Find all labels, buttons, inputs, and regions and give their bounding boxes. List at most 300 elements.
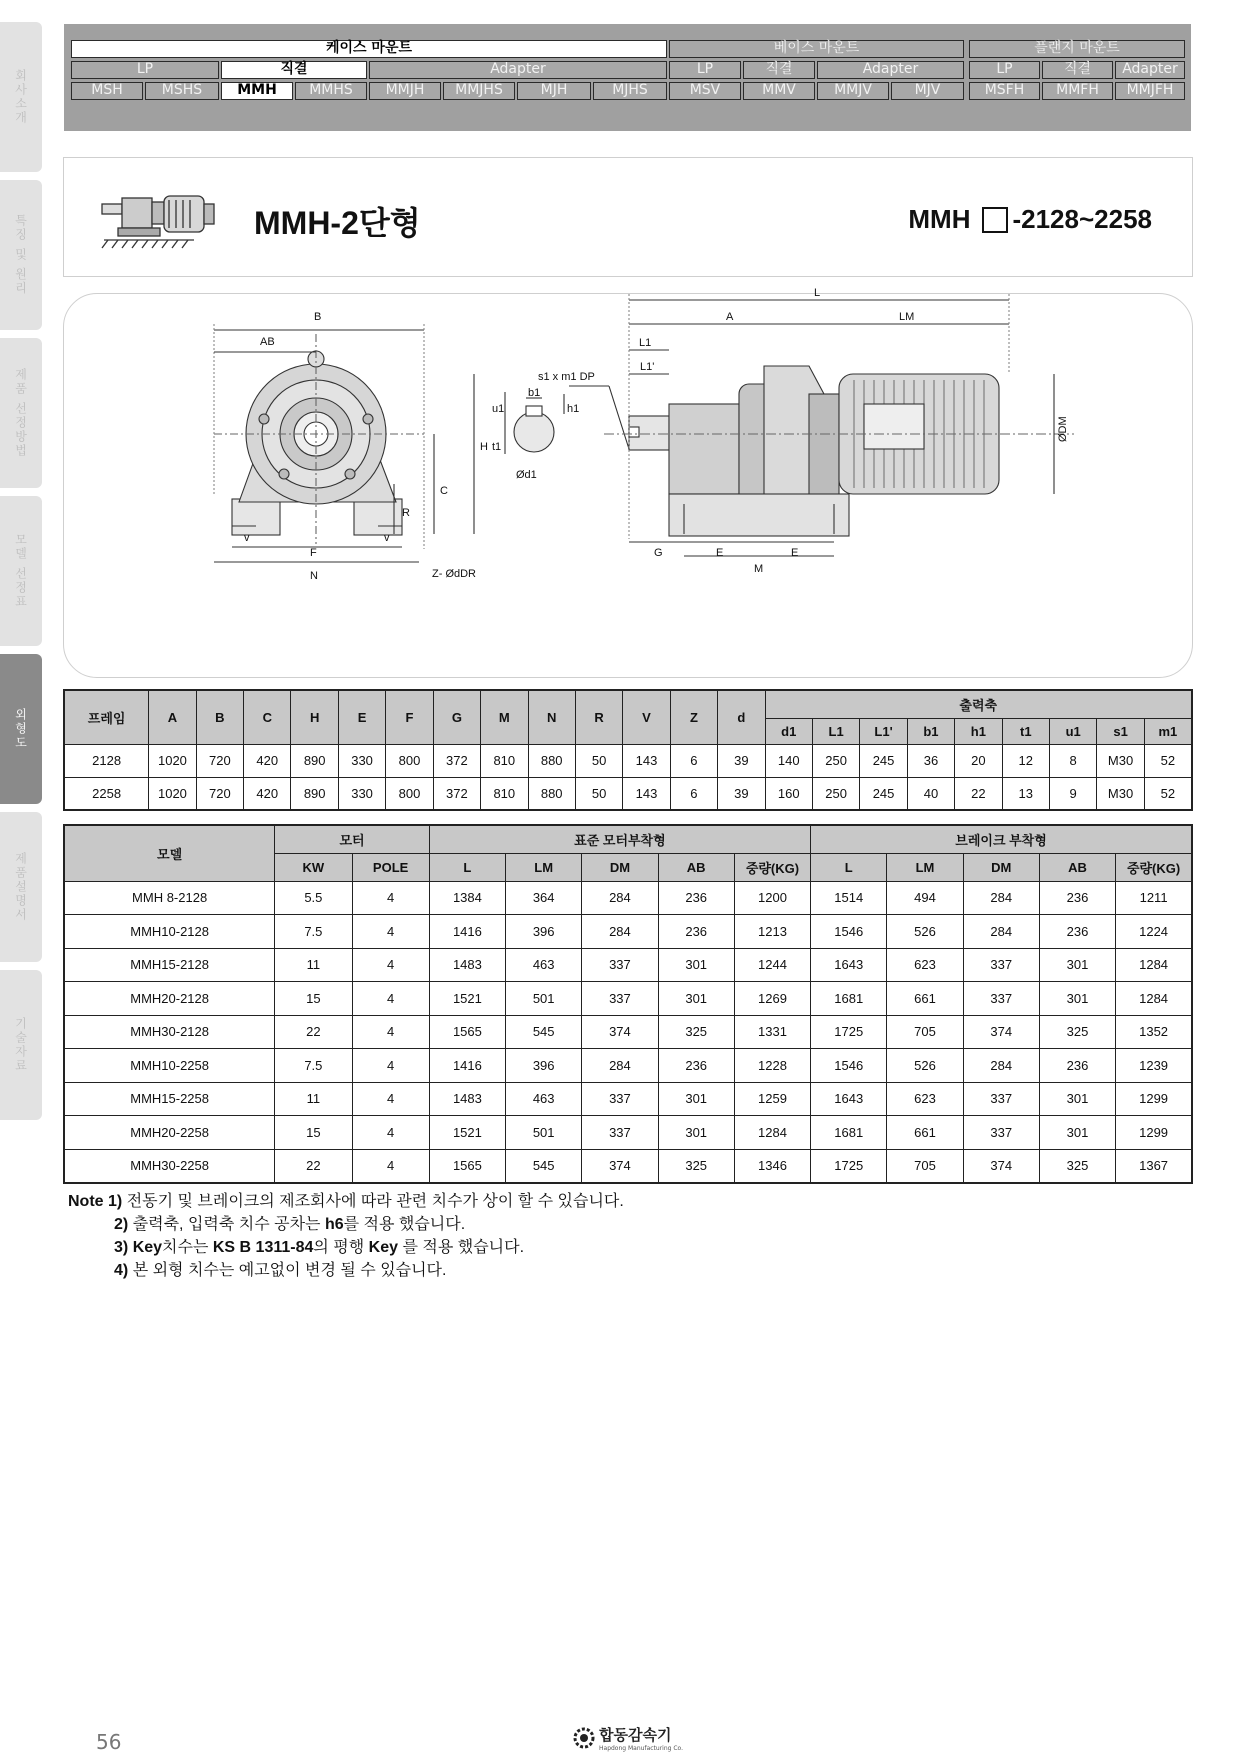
table-cell: 463 <box>506 1082 582 1116</box>
svg-text:L: L <box>814 287 821 299</box>
table-cell: 890 <box>291 777 338 810</box>
side-tab-features[interactable] <box>0 180 42 330</box>
table-row <box>64 881 1192 915</box>
col-header: B <box>196 690 243 744</box>
nav-sub-lp[interactable]: LP <box>71 61 219 79</box>
table-cell: 720 <box>196 744 243 777</box>
table-cell: 284 <box>963 915 1039 949</box>
side-tab-label: 제품 선정방법 <box>13 368 28 458</box>
side-tab-label: 특징 및 원리 <box>13 214 28 296</box>
table-cell: 301 <box>1039 1116 1115 1150</box>
table-cell: 1725 <box>811 1149 887 1183</box>
table-cell: 8 <box>1049 744 1096 777</box>
table-cell: 301 <box>658 948 734 982</box>
note-text: Key <box>368 1239 399 1256</box>
model-name-cell: MMH15-2258 <box>64 1082 275 1116</box>
table-cell: 1239 <box>1116 1049 1192 1083</box>
table-cell: 705 <box>887 1149 963 1183</box>
side-tab-model-table[interactable] <box>0 496 42 646</box>
nav-model-mmjfh[interactable]: MMJFH <box>1115 82 1185 100</box>
model-name-cell: MMH20-2258 <box>64 1116 275 1150</box>
table-cell: 250 <box>812 777 859 810</box>
table-cell: 1269 <box>734 982 810 1016</box>
col-header: F <box>386 690 433 744</box>
table-cell: 22 <box>955 777 1002 810</box>
table-cell: 301 <box>658 1116 734 1150</box>
top-nav <box>64 24 1191 131</box>
table-cell: 4 <box>352 1082 429 1116</box>
note-label: 2) <box>114 1216 129 1233</box>
side-tab-manual[interactable] <box>0 812 42 962</box>
table-cell: 623 <box>887 948 963 982</box>
col-header: d <box>718 690 765 744</box>
nav-model-mmjhs[interactable]: MMJHS <box>443 82 515 100</box>
note-label: 4) <box>114 1262 129 1279</box>
table-cell: 301 <box>1039 982 1115 1016</box>
table-cell: 52 <box>1144 744 1192 777</box>
table-cell: 374 <box>963 1015 1039 1049</box>
note-1 <box>68 1190 624 1213</box>
table-cell: 1020 <box>149 744 196 777</box>
dimension-table-body <box>64 744 1192 810</box>
table-cell: 372 <box>433 777 480 810</box>
table-cell: 236 <box>658 915 734 949</box>
notes <box>68 1190 624 1282</box>
table-cell: 1352 <box>1116 1015 1192 1049</box>
table-cell: 15 <box>275 982 352 1016</box>
svg-text:LM: LM <box>899 311 915 323</box>
note-text: 전동기 및 브레이크의 제조회사에 따라 관련 치수가 상이 할 수 있습니다. <box>126 1193 624 1210</box>
table-cell: 364 <box>506 881 582 915</box>
table-cell: 1299 <box>1116 1116 1192 1150</box>
side-tab-selection-method[interactable] <box>0 338 42 488</box>
table-cell: 337 <box>582 948 658 982</box>
table-cell: 1681 <box>811 1116 887 1150</box>
table-cell: 4 <box>352 982 429 1016</box>
nav-model-msv[interactable]: MSV <box>669 82 741 100</box>
table-cell: 325 <box>658 1015 734 1049</box>
table-cell: 9 <box>1049 777 1096 810</box>
table-cell: 396 <box>506 915 582 949</box>
col-header: 중량(KG) <box>734 853 810 881</box>
col-header: KW <box>275 853 352 881</box>
table-cell: 623 <box>887 1082 963 1116</box>
svg-text:t1: t1 <box>492 441 502 453</box>
svg-text:M: M <box>754 563 764 575</box>
table-cell: 1331 <box>734 1015 810 1049</box>
table-cell: 2258 <box>64 777 149 810</box>
table-cell: 4 <box>352 1015 429 1049</box>
svg-text:R: R <box>402 507 410 519</box>
col-header: A <box>149 690 196 744</box>
col-header: L1 <box>812 718 859 744</box>
svg-text:C: C <box>440 485 448 497</box>
col-header: C <box>244 690 291 744</box>
col-header: 프레임 <box>64 690 149 744</box>
technical-drawing <box>64 287 1194 679</box>
company-name-en: Hapdong Manufacturing Co. <box>599 1745 684 1752</box>
table-cell: 545 <box>506 1015 582 1049</box>
nav-model-mmjh[interactable]: MMJH <box>369 82 441 100</box>
table-cell: 810 <box>481 744 528 777</box>
table-cell: 890 <box>291 744 338 777</box>
table-cell: 4 <box>352 1049 429 1083</box>
table-cell: 545 <box>506 1149 582 1183</box>
table-cell: 1384 <box>429 881 505 915</box>
svg-text:E: E <box>716 547 724 559</box>
table-cell: 325 <box>658 1149 734 1183</box>
table-cell: 50 <box>575 744 622 777</box>
table-cell: 526 <box>887 915 963 949</box>
nav-model-mjv[interactable]: MJV <box>891 82 964 100</box>
table-cell: 13 <box>1002 777 1049 810</box>
nav-group-case-mount[interactable]: 케이스 마운트 <box>71 40 667 58</box>
col-header: LM <box>506 853 582 881</box>
table-cell: 337 <box>582 982 658 1016</box>
col-header: h1 <box>955 718 1002 744</box>
table-cell: 36 <box>907 744 954 777</box>
table-cell: 325 <box>1039 1015 1115 1049</box>
table-cell: 7.5 <box>275 915 352 949</box>
col-header: L <box>811 853 887 881</box>
table-cell: 325 <box>1039 1149 1115 1183</box>
table-cell: 15 <box>275 1116 352 1150</box>
col-header: DM <box>582 853 658 881</box>
page-number: 56 <box>96 1730 122 1754</box>
table-row <box>64 948 1192 982</box>
col-header: H <box>291 690 338 744</box>
side-view <box>604 294 1074 556</box>
table-cell: 236 <box>658 881 734 915</box>
note-2 <box>68 1213 624 1236</box>
company-name: 합동감속기 <box>599 1726 672 1744</box>
side-tab-company[interactable] <box>0 22 42 172</box>
table-cell: 501 <box>506 1116 582 1150</box>
table-cell: 372 <box>433 744 480 777</box>
label-h: H <box>480 441 488 453</box>
table-cell: 1483 <box>429 948 505 982</box>
table-cell: 330 <box>338 777 385 810</box>
table-cell: 705 <box>887 1015 963 1049</box>
svg-text:E: E <box>791 547 799 559</box>
model-name-cell: MMH10-2128 <box>64 915 275 949</box>
table-cell: 1020 <box>149 777 196 810</box>
model-name-cell: MMH30-2258 <box>64 1149 275 1183</box>
side-tab-label: 모델 선정표 <box>13 533 28 609</box>
svg-text:v: v <box>244 532 250 544</box>
series-label <box>908 204 1152 235</box>
company-logo <box>572 1724 683 1752</box>
nav-model-mshs[interactable]: MSHS <box>145 82 219 100</box>
note-label: Note 1) <box>68 1193 123 1210</box>
nav-sub-adapter[interactable]: Adapter <box>817 61 964 79</box>
table-cell: 337 <box>963 1116 1039 1150</box>
table-cell: 284 <box>963 881 1039 915</box>
side-tab-technical[interactable] <box>0 970 42 1120</box>
col-header: d1 <box>765 718 812 744</box>
standard-motor-header: 표준 모터부착형 <box>429 825 810 853</box>
table-cell: 140 <box>765 744 812 777</box>
table-cell: 6 <box>670 744 717 777</box>
table-cell: 22 <box>275 1149 352 1183</box>
table-cell: 1244 <box>734 948 810 982</box>
model-header: 모델 <box>64 825 275 881</box>
table-cell: 396 <box>506 1049 582 1083</box>
table-cell: 1483 <box>429 1082 505 1116</box>
table-cell: 1643 <box>811 948 887 982</box>
col-header: m1 <box>1144 718 1192 744</box>
nav-sub-direct[interactable]: 직결 <box>1042 61 1113 79</box>
table-cell: 800 <box>386 744 433 777</box>
model-table-body <box>64 881 1192 1183</box>
table-cell: 1546 <box>811 1049 887 1083</box>
svg-text:A: A <box>726 311 734 323</box>
note-3 <box>68 1236 624 1259</box>
table-cell: 5.5 <box>275 881 352 915</box>
table-cell: 245 <box>860 744 907 777</box>
model-name-cell: MMH 8-2128 <box>64 881 275 915</box>
table-cell: 337 <box>963 982 1039 1016</box>
table-cell: 374 <box>963 1149 1039 1183</box>
col-header: POLE <box>352 853 429 881</box>
nav-sub-direct[interactable]: 직결 <box>743 61 815 79</box>
table-cell: 420 <box>244 777 291 810</box>
col-header: G <box>433 690 480 744</box>
nav-model-mmjv[interactable]: MMJV <box>817 82 889 100</box>
side-tab-label: 제품설명서 <box>13 852 28 922</box>
table-cell: 800 <box>386 777 433 810</box>
series-range: -2128~2258 <box>1012 204 1152 234</box>
table-cell: 501 <box>506 982 582 1016</box>
table-cell: 4 <box>352 1116 429 1150</box>
note-text: 를 적용 했습니다. <box>402 1239 525 1256</box>
table-cell: 39 <box>718 777 765 810</box>
table-cell: 337 <box>582 1116 658 1150</box>
table-cell: 6 <box>670 777 717 810</box>
svg-text:F: F <box>310 547 317 559</box>
table-cell: 4 <box>352 915 429 949</box>
table-cell: 1299 <box>1116 1082 1192 1116</box>
nav-sub-direct[interactable]: 직결 <box>221 61 367 79</box>
table-cell: 720 <box>196 777 243 810</box>
svg-text:v: v <box>384 532 390 544</box>
nav-model-mmh[interactable]: MMH <box>221 82 293 100</box>
table-cell: 52 <box>1144 777 1192 810</box>
nav-group-flange-mount[interactable]: 플랜지 마운트 <box>969 40 1185 58</box>
note-text: 출력축, 입력축 치수 공차는 <box>132 1216 321 1233</box>
nav-model-mmhs[interactable]: MMHS <box>295 82 367 100</box>
note-label: 3) <box>114 1239 129 1256</box>
table-cell: 284 <box>582 1049 658 1083</box>
table-cell: 7.5 <box>275 1049 352 1083</box>
table-cell: 1367 <box>1116 1149 1192 1183</box>
nav-sub-adapter[interactable]: Adapter <box>1115 61 1185 79</box>
table-row <box>64 1049 1192 1083</box>
table-cell: 374 <box>582 1015 658 1049</box>
nav-model-msfh[interactable]: MSFH <box>969 82 1040 100</box>
side-tab-outline[interactable] <box>0 654 42 804</box>
motor-header: 모터 <box>275 825 430 853</box>
table-row <box>64 982 1192 1016</box>
table-cell: 4 <box>352 881 429 915</box>
col-header: AB <box>1039 853 1115 881</box>
svg-text:B: B <box>314 311 322 323</box>
side-tab-label: 기술자료 <box>13 1017 28 1073</box>
table-row <box>64 1082 1192 1116</box>
table-cell: 143 <box>623 777 670 810</box>
side-tab-label: 외형도 <box>13 708 28 750</box>
table-cell: 284 <box>963 1049 1039 1083</box>
table-cell: 420 <box>244 744 291 777</box>
model-name-cell: MMH15-2128 <box>64 948 275 982</box>
col-header: b1 <box>907 718 954 744</box>
table-cell: 1546 <box>811 915 887 949</box>
col-header: LM <box>887 853 963 881</box>
col-header: DM <box>963 853 1039 881</box>
table-cell: 1514 <box>811 881 887 915</box>
series-prefix: MMH <box>908 204 971 234</box>
table-row <box>64 1149 1192 1183</box>
nav-sub-lp[interactable]: LP <box>669 61 741 79</box>
table-cell: 337 <box>963 1082 1039 1116</box>
note-text: 치수는 <box>162 1239 209 1256</box>
title-box <box>63 157 1193 277</box>
table-cell: 330 <box>338 744 385 777</box>
table-cell: 1565 <box>429 1149 505 1183</box>
table-cell: 236 <box>658 1049 734 1083</box>
col-header: AB <box>658 853 734 881</box>
model-name-cell: MMH30-2128 <box>64 1015 275 1049</box>
table-cell: 236 <box>1039 881 1115 915</box>
col-header: V <box>623 690 670 744</box>
table-cell: 1211 <box>1116 881 1192 915</box>
table-cell: 810 <box>481 777 528 810</box>
table-cell: 50 <box>575 777 622 810</box>
table-cell: 1643 <box>811 1082 887 1116</box>
svg-text:N: N <box>310 570 318 582</box>
table-cell: 143 <box>623 744 670 777</box>
table-cell: 2128 <box>64 744 149 777</box>
nav-model-mjhs[interactable]: MJHS <box>593 82 667 100</box>
table-cell: 11 <box>275 1082 352 1116</box>
col-header: E <box>338 690 385 744</box>
svg-text:h1: h1 <box>567 403 580 415</box>
table-cell: 160 <box>765 777 812 810</box>
svg-text:b1: b1 <box>528 387 541 399</box>
nav-sub-lp[interactable]: LP <box>969 61 1040 79</box>
table-cell: 1284 <box>1116 982 1192 1016</box>
col-header: 중량(KG) <box>1116 853 1192 881</box>
note-4 <box>68 1259 624 1282</box>
table-cell: 1228 <box>734 1049 810 1083</box>
model-name-cell: MMH20-2128 <box>64 982 275 1016</box>
note-text: Key <box>132 1239 163 1256</box>
table-row <box>64 777 1192 810</box>
gear-logo-icon <box>572 1726 596 1750</box>
table-cell: 284 <box>582 881 658 915</box>
table-cell: 22 <box>275 1015 352 1049</box>
table-cell: 4 <box>352 948 429 982</box>
table-cell: 11 <box>275 948 352 982</box>
table-cell: 301 <box>658 1082 734 1116</box>
model-table <box>63 824 1193 1184</box>
table-cell: 250 <box>812 744 859 777</box>
col-header: L <box>429 853 505 881</box>
svg-text:L1: L1 <box>639 337 652 349</box>
svg-text:Ød1: Ød1 <box>516 469 537 481</box>
nav-model-msh[interactable]: MSH <box>71 82 143 100</box>
table-cell: 1565 <box>429 1015 505 1049</box>
svg-text:G: G <box>654 547 663 559</box>
table-cell: 526 <box>887 1049 963 1083</box>
table-cell: 1224 <box>1116 915 1192 949</box>
dimension-table <box>63 689 1193 811</box>
brake-motor-header: 브레이크 부착형 <box>811 825 1192 853</box>
col-header: M <box>481 690 528 744</box>
table-cell: 284 <box>582 915 658 949</box>
nav-sub-adapter[interactable]: Adapter <box>369 61 667 79</box>
table-cell: 463 <box>506 948 582 982</box>
table-cell: 880 <box>528 744 575 777</box>
table-cell: 1681 <box>811 982 887 1016</box>
note-text: 를 적용 했습니다. <box>343 1216 466 1233</box>
table-cell: 40 <box>907 777 954 810</box>
col-header: u1 <box>1049 718 1096 744</box>
table-cell: 1521 <box>429 982 505 1016</box>
note-text: h6 <box>324 1216 344 1233</box>
side-tab-label: 회사소개 <box>13 69 28 125</box>
col-header: s1 <box>1097 718 1144 744</box>
table-cell: 1725 <box>811 1015 887 1049</box>
svg-text:s1 x m1 DP: s1 x m1 DP <box>538 371 595 383</box>
outline-drawing <box>63 287 1193 678</box>
col-header: L1' <box>860 718 907 744</box>
table-cell: 20 <box>955 744 1002 777</box>
note-text: KS B 1311-84 <box>212 1239 314 1256</box>
table-cell: M30 <box>1097 777 1144 810</box>
nav-model-mjh[interactable]: MJH <box>517 82 591 100</box>
table-row <box>64 915 1192 949</box>
table-cell: 1200 <box>734 881 810 915</box>
svg-text:AB: AB <box>260 336 275 348</box>
reducer-thumbnail-icon <box>94 188 244 258</box>
nav-group-base-mount[interactable]: 베이스 마운트 <box>669 40 964 58</box>
table-cell: 301 <box>658 982 734 1016</box>
svg-text:u1: u1 <box>492 403 505 415</box>
nav-model-mmv[interactable]: MMV <box>743 82 815 100</box>
table-row <box>64 744 1192 777</box>
table-cell: 236 <box>1039 1049 1115 1083</box>
table-cell: M30 <box>1097 744 1144 777</box>
table-cell: 1416 <box>429 1049 505 1083</box>
table-cell: 1213 <box>734 915 810 949</box>
table-cell: 301 <box>1039 1082 1115 1116</box>
col-header: R <box>575 690 622 744</box>
table-cell: 337 <box>582 1082 658 1116</box>
table-cell: 337 <box>963 948 1039 982</box>
table-cell: 245 <box>860 777 907 810</box>
table-cell: 301 <box>1039 948 1115 982</box>
table-cell: 494 <box>887 881 963 915</box>
svg-text:L1': L1' <box>640 361 655 373</box>
output-shaft-header: 출력축 <box>765 690 1192 718</box>
nav-model-mmfh[interactable]: MMFH <box>1042 82 1113 100</box>
svg-text:Z- ØdDR: Z- ØdDR <box>432 568 476 580</box>
label-odm: ØDM <box>1057 416 1069 442</box>
table-cell: 661 <box>887 982 963 1016</box>
model-name-cell: MMH10-2258 <box>64 1049 275 1083</box>
table-cell: 880 <box>528 777 575 810</box>
